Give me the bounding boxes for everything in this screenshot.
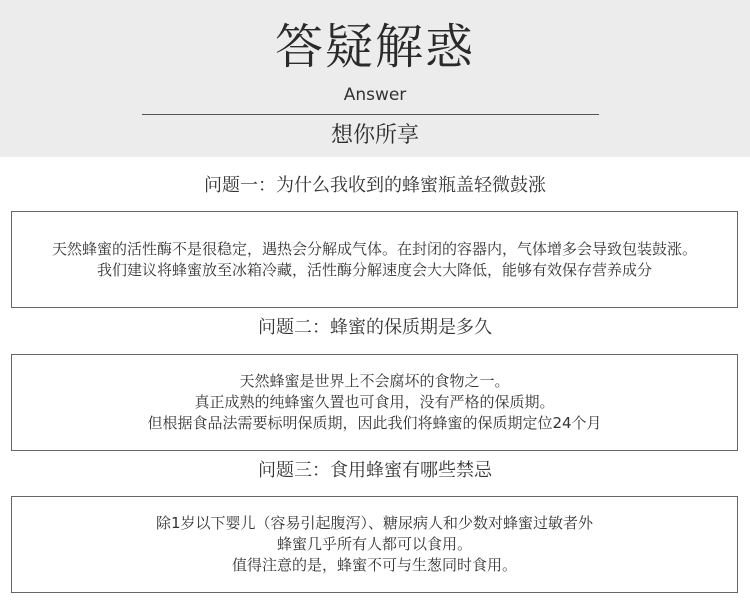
faq-answer-3-line-2: 蜂蜜几乎所有人都可以食用。 xyxy=(276,535,472,553)
header-divider xyxy=(142,114,599,115)
faq-question-1: 问题一：为什么我收到的蜂蜜瓶盖轻微鼓涨 xyxy=(204,175,546,196)
faq-answer-2-line-2: 真正成熟的纯蜂蜜久置也可食用，没有严格的保质期。 xyxy=(194,393,555,411)
faq-answer-box-3 xyxy=(11,496,738,593)
faq-answer-box-1 xyxy=(11,211,738,308)
faq-answer-1-line-1: 天然蜂蜜的活性酶不是很稳定，遇热会分解成气体。在封闭的容器内，气体增多会导致包装鼓涨。 xyxy=(51,239,697,258)
faq-answer-box-2 xyxy=(11,354,738,451)
page-title: 答疑解惑 xyxy=(274,19,475,75)
faq-answer-2-line-1: 天然蜂蜜是世界上不会腐坏的食物之一。 xyxy=(239,372,510,390)
faq-answer-1-line-2: 我们建议将蜂蜜放至冰箱冷藏，活性酶分解速度会大大降低，能够有效保存营养成分 xyxy=(96,260,652,279)
faq-answer-3-line-1: 除1岁以下婴儿（容易引起腹泻）、糖尿病人和少数对蜂蜜过敏者外 xyxy=(155,514,594,532)
page-tagline: 想你所享 xyxy=(330,123,419,148)
faq-answer-3-line-3: 值得注意的是，蜂蜜不可与生葱同时食用。 xyxy=(231,556,517,574)
faq-answer-2-line-3: 但根据食品法需要标明保质期，因此我们将蜂蜜的保质期定位24个月 xyxy=(147,414,602,432)
faq-question-3: 问题三：食用蜂蜜有哪些禁忌 xyxy=(258,460,492,481)
faq-question-2: 问题二：蜂蜜的保质期是多久 xyxy=(258,317,492,338)
header-banner xyxy=(0,0,750,157)
page-subtitle: Answer xyxy=(343,85,407,105)
